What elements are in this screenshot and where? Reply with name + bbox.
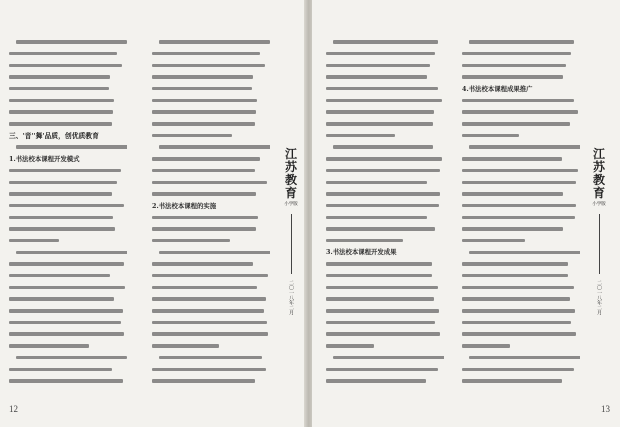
text-line [9,190,127,200]
brand-rule-right [599,214,600,274]
text-line [152,120,270,130]
text-line [152,143,270,153]
text-line [9,38,127,48]
text-line [326,178,444,188]
text-line [9,108,127,118]
text-line [326,213,444,223]
text-line [9,225,127,235]
text-line [462,50,580,60]
text-line [462,155,580,165]
text-line [9,120,127,130]
text-line [152,61,270,71]
left-column-1 [9,38,127,398]
text-line [462,365,580,375]
text-line [9,73,127,83]
brand-logo-right: 江苏教育 [592,147,605,200]
text-line [326,167,444,177]
text-line [462,38,580,48]
text-line [326,120,444,130]
brand-date: 二〇一八年二月 [288,280,294,315]
brand-date-right: 二〇一八年二月 [596,280,602,315]
text-line [326,38,444,48]
text-line [152,342,270,352]
text-line [9,237,127,247]
text-line [152,96,270,106]
text-line [152,73,270,83]
text-line [462,272,580,282]
text-line [9,283,127,293]
text-line [462,377,580,387]
text-line [326,73,444,83]
text-line [9,167,127,177]
text-line [9,178,127,188]
text-line [152,272,270,282]
text-line [152,85,270,95]
text-line [326,108,444,118]
text-line [9,85,127,95]
text-line [152,108,270,118]
text-line [152,365,270,375]
text-line [326,96,444,106]
text-line [152,178,270,188]
section-subheading: 4.书法校本课程成果推广 [462,84,533,93]
right-column-2 [462,38,580,398]
text-line [326,307,444,317]
text-line [462,190,580,200]
brand-block-left [280,148,302,315]
text-line [152,50,270,60]
text-line [9,319,127,329]
text-line [462,307,580,317]
text-line [152,190,270,200]
text-line [462,96,580,106]
brand-subtitle-right: 小学版 [592,202,606,207]
brand-subtitle: 小学版 [284,202,298,207]
text-line [152,260,270,270]
text-line [9,295,127,305]
text-line [152,225,270,235]
text-line [462,248,580,258]
text-line [462,319,580,329]
text-line [152,319,270,329]
text-line [152,354,270,364]
text-line [9,96,127,106]
text-line [9,354,127,364]
text-line [9,272,127,282]
text-line [462,330,580,340]
text-line [326,132,444,142]
text-line [152,295,270,305]
section-heading: 三、'音''舞'品质，创优质教育 [9,131,99,140]
text-line [9,213,127,223]
text-line [152,283,270,293]
text-line [326,225,444,235]
text-line [9,143,127,153]
text-line [9,61,127,71]
brand-block-right [588,148,610,315]
text-line [462,202,580,212]
text-line [462,73,580,83]
text-line [462,178,580,188]
right-page [312,0,620,427]
text-line [326,202,444,212]
text-line [152,307,270,317]
text-line [9,330,127,340]
text-line [152,248,270,258]
text-line [326,354,444,364]
text-line [326,365,444,375]
text-line [326,342,444,352]
text-line [9,202,127,212]
text-line [462,167,580,177]
text-line [326,61,444,71]
text-line [462,120,580,130]
text-line [152,155,270,165]
page-number-right: 13 [601,404,610,414]
text-line [326,190,444,200]
page-number-left: 12 [9,404,18,414]
text-line [152,237,270,247]
text-line [9,50,127,60]
text-line [9,342,127,352]
text-line [462,354,580,364]
text-line [462,260,580,270]
text-line [462,225,580,235]
text-line [326,143,444,153]
text-line [9,377,127,387]
text-line [462,61,580,71]
right-column-1 [326,38,444,398]
text-line [152,213,270,223]
text-line [462,143,580,153]
text-line [9,307,127,317]
text-line [326,155,444,165]
text-line [326,295,444,305]
text-line [326,330,444,340]
text-line [462,295,580,305]
left-column-2 [152,38,270,398]
text-line [152,38,270,48]
text-line [326,319,444,329]
section-subheading: 2.书法校本课程的实施 [152,201,217,210]
text-line [152,330,270,340]
brand-rule [291,214,292,274]
text-line [152,377,270,387]
text-line [152,167,270,177]
text-line [462,283,580,293]
text-line [462,132,580,142]
text-line [326,272,444,282]
left-page [0,0,306,427]
text-line [9,365,127,375]
text-line [9,260,127,270]
text-line [326,85,444,95]
text-line [462,108,580,118]
text-line [326,50,444,60]
text-line [9,248,127,258]
text-line [326,377,444,387]
text-line [462,237,580,247]
text-line [462,213,580,223]
text-line [326,260,444,270]
text-line [326,237,444,247]
text-line [152,132,270,142]
text-line [326,283,444,293]
text-line [462,342,580,352]
brand-logo: 江苏教育 [284,147,297,200]
section-subheading: 1.书法校本课程开发模式 [9,154,80,163]
section-subheading: 3.书法校本课程开发成果 [326,248,397,257]
